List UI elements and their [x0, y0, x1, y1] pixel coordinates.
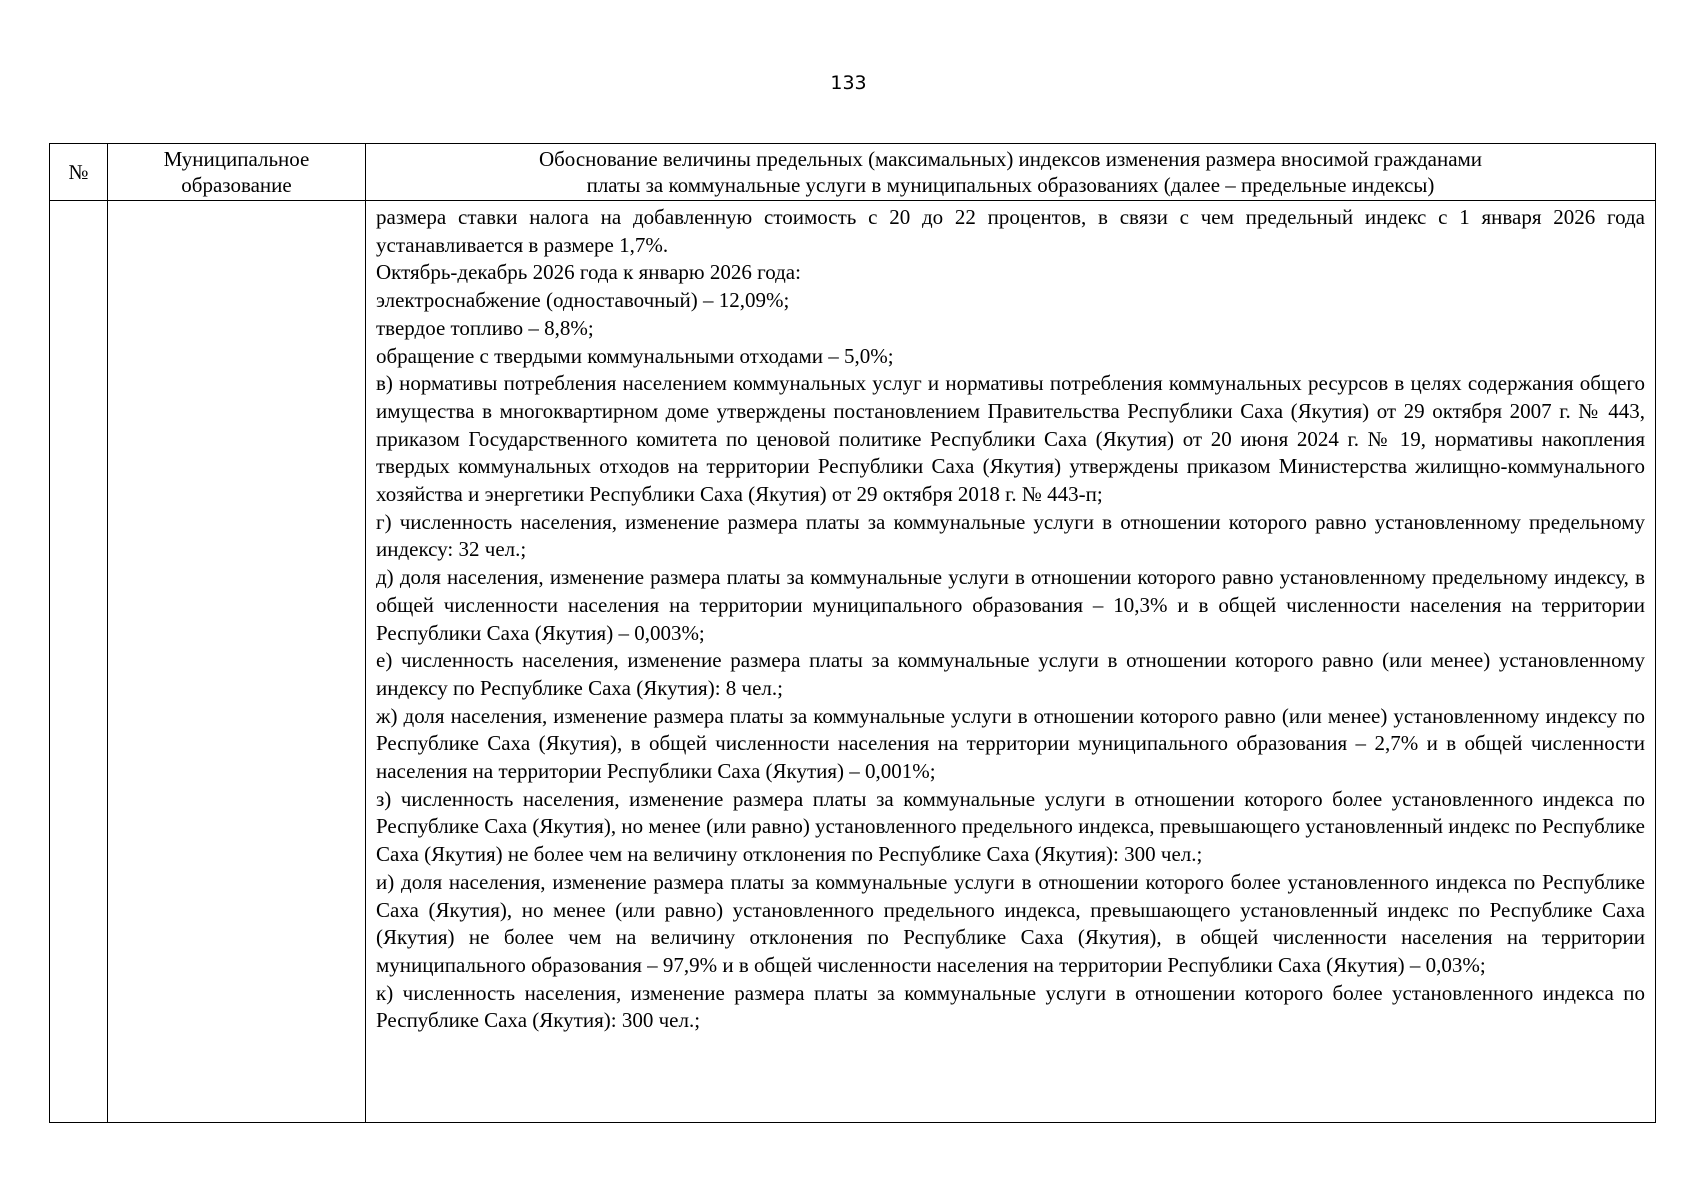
header-municipality-line1: Муниципальное	[163, 147, 310, 171]
header-municipality	[108, 144, 366, 201]
paragraph: ж) доля населения, изменение размера платы за коммунальные услуги в отношении которого равно (или менее) установленному индексу по Республике Саха (Якутия), в общей численности населения на территории муниципального образования – 2,7% и в общей численности населения на территории Республики Саха (Якутия) – 0,001%;	[376, 703, 1645, 784]
paragraph: д) доля населения, изменение размера платы за коммунальные услуги в отношении которого равно установленному предельному индексу, в общей численности населения на территории муниципального образования – 10,3% и в общей численности населения на территории Республики Саха (Якутия) – 0,003%;	[376, 565, 1645, 645]
header-justification	[366, 144, 1656, 201]
header-number	[50, 144, 108, 201]
paragraph: в) нормативы потребления населением коммунальных услуг и нормативы потребления коммунальных ресурсов в целях содержания общего имущества в многоквартирном доме утверждены постановлением Правительства Республики Саха (Якутия) от 29 октября 2007 г. № 443, приказом Государственного комитета по ценовой политике Республики Саха (Якутия) от 20 июня 2024 г. № 19, нормативы накопления твердых коммунальных отходов на территории Республики Саха (Якутия) утверждены приказом Министерства жилищно-коммунального хозяйства и энергетики Республики Саха (Якутия) от 29 октября 2018 г. № 443-п;	[376, 371, 1645, 507]
table-header-row	[50, 144, 1656, 201]
paragraph: размера ставки налога на добавленную стоимость с 20 до 22 процентов, в связи с чем предельный индекс с 1 января 2026 года устанавливается в размере 1,7%.	[376, 205, 1645, 257]
header-justification-line1: Обоснование величины предельных (максимальных) индексов изменения размера вносимой гражданами	[538, 147, 1483, 171]
cell-municipality	[108, 201, 366, 1123]
header-justification-line2: платы за коммунальные услуги в муниципальных образованиях (далее – предельные индексы)	[586, 173, 1435, 197]
paragraph: обращение с твердыми коммунальными отходами – 5,0%;	[376, 343, 894, 368]
cell-number	[50, 201, 108, 1123]
paragraph: Октябрь-декабрь 2026 года к январю 2026 года:	[376, 260, 801, 285]
page-number: 133	[830, 72, 867, 94]
header-municipality-line2: образование	[181, 173, 292, 197]
paragraph: к) численность населения, изменение размера платы за коммунальные услуги в отношении которого более установленного индекса по Республике Саха (Якутия): 300 чел.;	[376, 980, 1645, 1033]
cell-justification	[366, 201, 1656, 1123]
table-row	[50, 201, 1656, 1123]
paragraph: з) численность населения, изменение размера платы за коммунальные услуги в отношении которого более установленного индекса по Республике Саха (Якутия), но менее (или равно) установленного предельного индекса, превышающего установленный индекс по Республике Саха (Якутия) не более чем на величину отклонения по Республике Саха (Якутия): 300 чел.;	[376, 786, 1645, 867]
justification-table	[49, 143, 1656, 1123]
paragraph: твердое топливо – 8,8%;	[376, 315, 594, 340]
paragraph: и) доля населения, изменение размера платы за коммунальные услуги в отношении которого более установленного индекса по Республике Саха (Якутия), но менее (или равно) установленного предельного индекса, превышающего установленный индекс по Республике Саха (Якутия) не более чем на величину отклонения по Республике Саха (Якутия), в общей численности населения на территории муниципального образования – 97,9% и в общей численности населения на территории Республики Саха (Якутия) – 0,03%;	[376, 869, 1645, 977]
paragraph: е) численность населения, изменение размера платы за коммунальные услуги в отношении которого равно (или менее) установленному индексу по Республике Саха (Якутия): 8 чел.;	[376, 648, 1645, 700]
paragraph: г) численность населения, изменение размера платы за коммунальные услуги в отношении которого равно установленному предельному индексу: 32 чел.;	[376, 509, 1645, 562]
paragraph: электроснабжение (одноставочный) – 12,09%;	[376, 288, 790, 313]
header-number-label: №	[68, 160, 89, 184]
